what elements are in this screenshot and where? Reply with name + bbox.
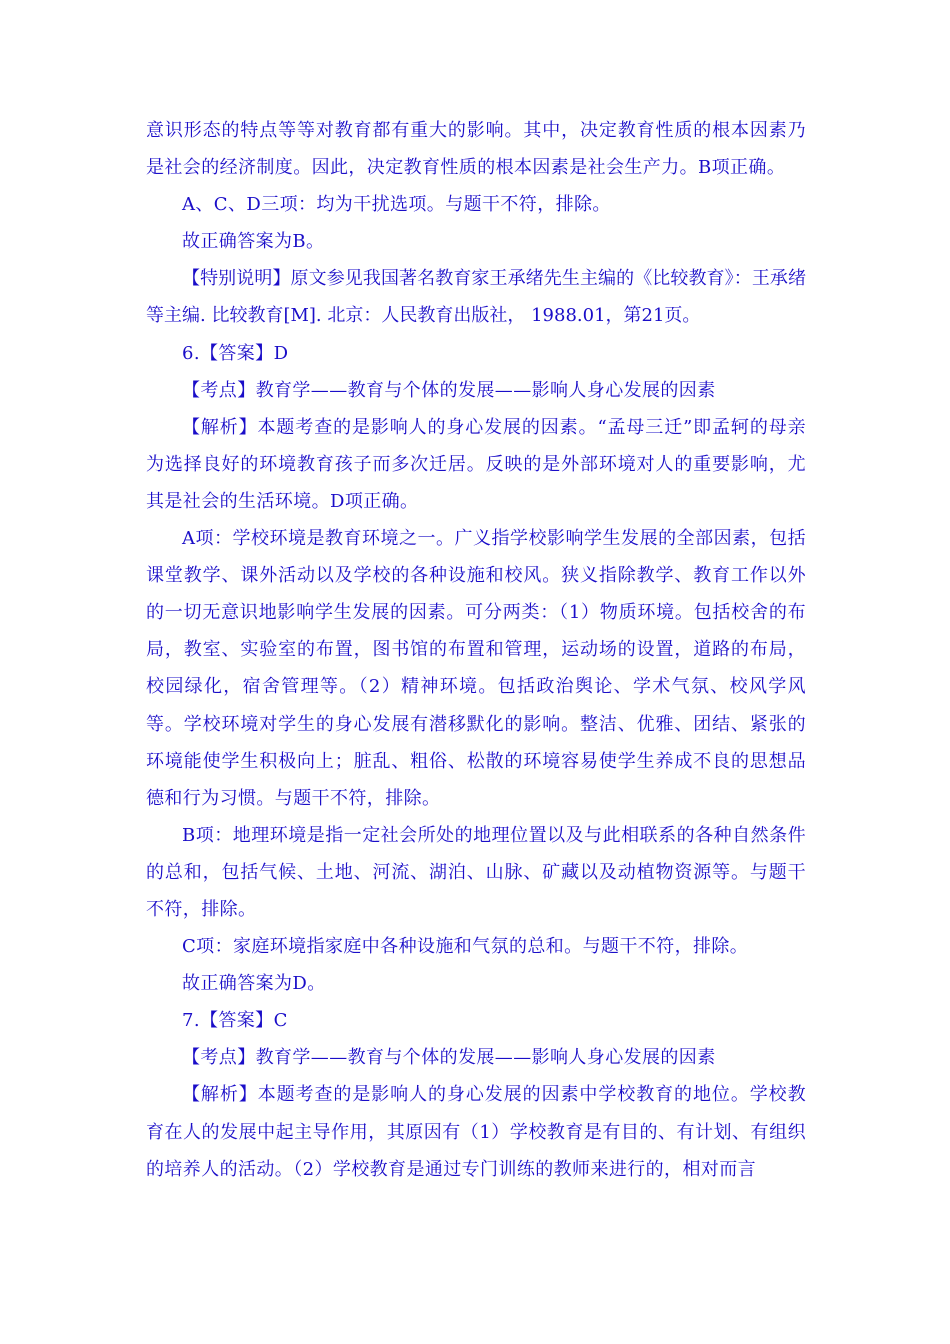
paragraph-1: 意识形态的特点等等对教育都有重大的影响。其中，决定教育性质的根本因素乃是社会的经济制度。因此，决定教育性质的根本因素是社会生产力。B项正确。 <box>146 120 806 179</box>
paragraph-4: 【特别说明】原文参见我国著名教育家王承绪先生主编的《比较教育》：王承绪等主编. 比较教育[M]. 北京：人民教育出版社， 1988.01，第21页。 <box>146 268 806 327</box>
paragraph-11: 故正确答案为D。 <box>182 973 326 995</box>
paragraph-9: B项：地理环境是指一定社会所处的地理位置以及与此相联系的各种自然条件的总和，包括气候、土地、河流、湖泊、山脉、矿藏以及动植物资源等。与题干不符，排除。 <box>146 824 806 920</box>
paragraph-8: A项：学校环境是教育环境之一。广义指学校影响学生发展的全部因素，包括课堂教学、课外活动以及学校的各种设施和校风。狭义指除教学、教育工作以外的一切无意识地影响学生发展的因素。可分两类：（1）物质环境。包括校舍的布局，教室、实验室的布置，图书馆的布置和管理，运动场的设置，道路的布局，校园绿化，宿舍管理等。（2）精神环境。包括政治舆论、学术气氛、校风学风等。学校环境对学生的身心发展有潜移默化的影响。整洁、优雅、团结、紧张的环境能使学生积极向上；脏乱、粗俗、松散的环境容易使学生养成不良的思想品德和行为习惯。与题干不符，排除。 <box>146 528 806 809</box>
paragraph-5: 6.【答案】D <box>182 342 289 364</box>
document-body <box>146 112 806 1188</box>
paragraph-13: 【考点】教育学——教育与个体的发展——影响人身心发展的因素 <box>182 1047 716 1069</box>
paragraph-6: 【考点】教育学——教育与个体的发展——影响人身心发展的因素 <box>182 379 716 401</box>
paragraph-12: 7.【答案】C <box>182 1010 288 1032</box>
paragraph-7: 【解析】本题考查的是影响人的身心发展的因素。“孟母三迁”即孟轲的母亲为选择良好的环境教育孩子而多次迁居。反映的是外部环境对人的重要影响，尤其是社会的生活环境。D项正确。 <box>146 416 806 512</box>
paragraph-3: 故正确答案为B。 <box>182 231 325 253</box>
paragraph-14: 【解析】本题考查的是影响人的身心发展的因素中学校教育的地位。学校教育在人的发展中起主导作用，其原因有（1）学校教育是有目的、有计划、有组织的培养人的活动。（2）学校教育是通过专门训练的教师来进行的，相对而言 <box>146 1084 806 1180</box>
paragraph-10: C项：家庭环境指家庭中各种设施和气氛的总和。与题干不符，排除。 <box>182 936 749 958</box>
paragraph-2: A、C、D三项：均为干扰选项。与题干不符，排除。 <box>182 194 611 216</box>
